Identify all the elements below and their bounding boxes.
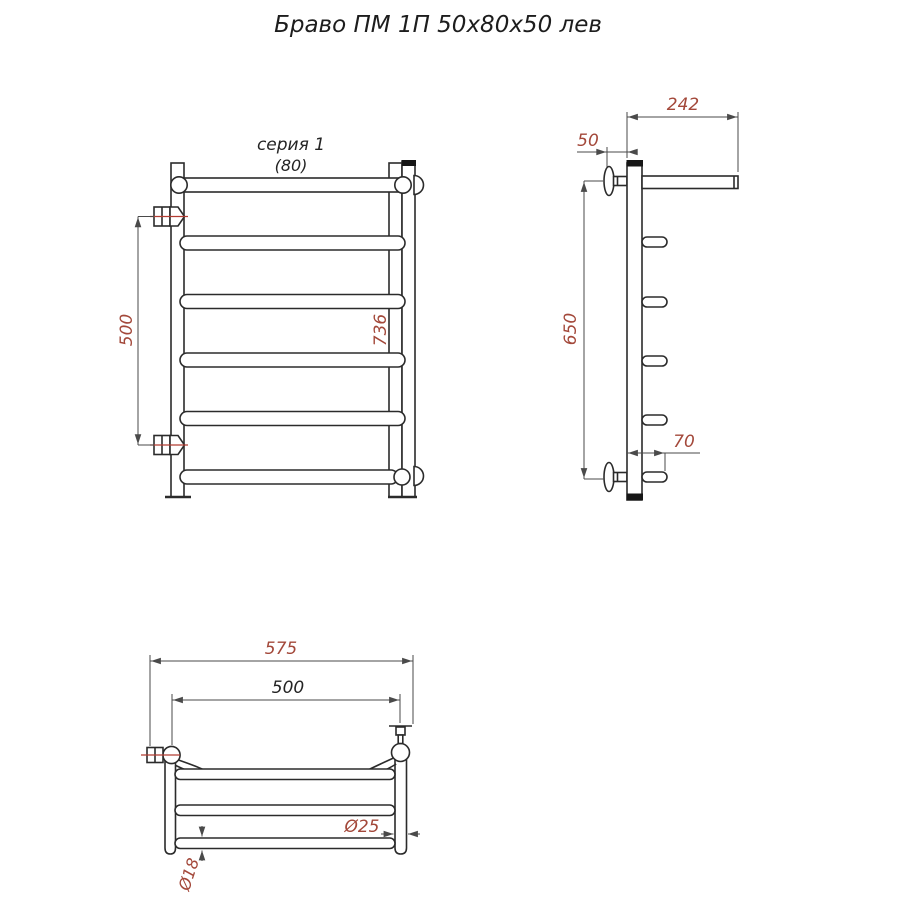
top-wall-flange <box>604 167 627 196</box>
side-dim-wall-offset-label: 50 <box>577 131 599 151</box>
side-rung-4 <box>642 415 667 425</box>
plan-dim-post-diameter <box>343 817 420 837</box>
rung-5 <box>180 412 405 426</box>
plan-dim-axis-spacing <box>172 678 400 745</box>
side-dim-flange-spacing-label: 650 <box>561 312 581 346</box>
front-dim-valve-spacing <box>117 217 154 446</box>
rung-4 <box>180 353 405 367</box>
bottom-bar-right-collar <box>394 469 410 485</box>
top-bar-right-collar <box>395 177 411 193</box>
side-dim-shelf-depth-label: 242 <box>666 95 700 115</box>
plan-bar-1 <box>175 769 395 780</box>
plan-dim-axis-spacing-label: 500 <box>271 678 305 698</box>
front-dim-valve-spacing-label: 500 <box>117 313 137 347</box>
plan-bar-2 <box>175 805 395 816</box>
plan-dim-overall-width-label: 575 <box>264 639 298 659</box>
plan-right-connector <box>389 726 412 744</box>
series-label: серия 1 <box>256 135 326 155</box>
bottom-wall-flange <box>604 463 627 492</box>
rung-2 <box>180 236 405 250</box>
plan-dim-rung-diameter-label: Ø18 <box>174 855 203 893</box>
plan-left-tube <box>165 756 176 854</box>
side-post <box>627 163 642 500</box>
side-post-bottom-cap <box>627 494 644 501</box>
plan-dim-post-diameter-label: Ø25 <box>344 817 380 837</box>
side-rung-1 <box>642 237 667 247</box>
right-riser-plate <box>402 161 415 497</box>
front-dim-overall-height-label: 736 <box>371 313 391 347</box>
side-dim-flange-spacing <box>561 181 605 479</box>
bottom-bar <box>180 470 398 484</box>
side-view <box>561 95 738 500</box>
size-note-label: (80) <box>274 156 308 175</box>
plan-right-post-circle <box>392 744 410 762</box>
side-rung-5 <box>642 472 667 482</box>
plan-right-tube <box>395 754 407 854</box>
plan-dim-rung-diameter <box>174 826 203 894</box>
side-dim-rung-protrusion-label: 70 <box>673 432 695 452</box>
top-view <box>141 639 420 894</box>
riser-top-cap <box>402 160 416 166</box>
wall-bracket-top <box>414 176 424 195</box>
top-bar-left-collar <box>171 177 187 193</box>
side-rung-2 <box>642 297 667 307</box>
rung-3 <box>180 295 405 309</box>
side-post-top-cap <box>627 160 644 167</box>
wall-bracket-bottom <box>414 467 424 486</box>
drawing-title: Браво ПМ 1П 50х80х50 лев <box>274 12 602 38</box>
front-view <box>117 135 424 497</box>
top-bar <box>179 178 404 192</box>
side-rung-3 <box>642 356 667 366</box>
side-dim-shelf-depth <box>627 95 738 172</box>
shelf-bar <box>642 176 738 189</box>
plan-bar-3 <box>175 838 395 849</box>
